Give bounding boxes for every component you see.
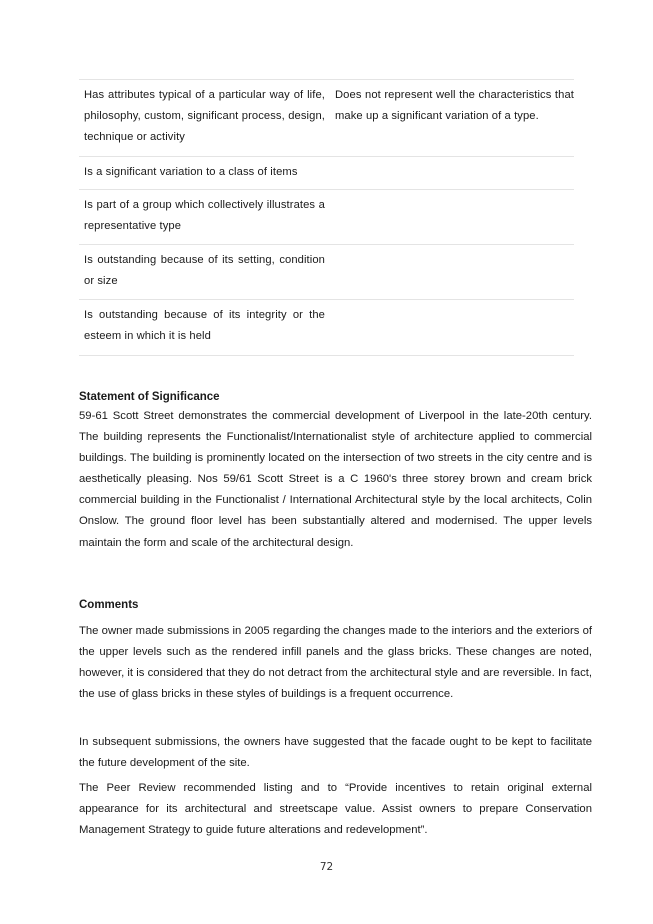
comments-paragraph-3: The Peer Review recommended listing and to “Provide incentives to retain original external appearance for its architectural and streetscape value. Assist owners to prepare Conservation Management Strategy to guide future alterations and redevelopment”. — [79, 782, 592, 837]
comments-heading: Comments — [79, 599, 139, 611]
table-row — [79, 190, 574, 245]
page-number: 72 — [319, 861, 334, 873]
table-cell-right — [332, 305, 574, 347]
comments-paragraph-2: In subsequent submissions, the owners have suggested that the facade ought to be kept to facilitate the future development of the site. — [79, 736, 592, 770]
table-row — [79, 80, 574, 157]
table-cell-right — [332, 162, 574, 183]
table-cell-left: Is outstanding because of its setting, condition or size — [84, 254, 325, 287]
table-row — [79, 245, 574, 300]
table-row — [79, 300, 574, 356]
table-cell-left: Is part of a group which collectively illustrates a representative type — [84, 199, 325, 232]
table-cell-left: Is outstanding because of its integrity or the esteem in which it is held — [84, 309, 325, 342]
table-cell-right: Does not represent well the characteristics that make up a significant variation of a type. — [335, 89, 574, 122]
table-row — [79, 157, 574, 190]
criteria-table — [79, 79, 574, 356]
statement-paragraph: 59-61 Scott Street demonstrates the commercial development of Liverpool in the late-20th century. The building represents the Functionalist/Internationalist style of architecture applied to commercial buildings. The building is prominently located on the intersection of two streets in the city centre and is aesthetically pleasing. Nos 59/61 Scott Street is a C 1960's three storey brown and cream brick commercial building in the Functionalist / International Architectural style by the local architects, Colin Onslow. The ground floor level has been substantially altered and modernised. The upper levels maintain the form and scale of the architectural design. — [79, 410, 592, 549]
table-cell-left: Has attributes typical of a particular way of life, philosophy, custom, significant process, design, technique or activity — [84, 89, 325, 143]
table-cell-left: Is a significant variation to a class of items — [84, 166, 298, 178]
comments-paragraph-1: The owner made submissions in 2005 regarding the changes made to the interiors and the exteriors of the upper levels such as the rendered infill panels and the glass bricks. These changes are noted, however, it is considered that they do not detract from the architectural style and are reversible. In fact, the use of glass bricks in these styles of buildings is a frequent occurrence. — [79, 625, 592, 701]
table-cell-right — [332, 195, 574, 237]
statement-heading: Statement of Significance — [79, 391, 220, 403]
table-cell-right — [332, 250, 574, 292]
